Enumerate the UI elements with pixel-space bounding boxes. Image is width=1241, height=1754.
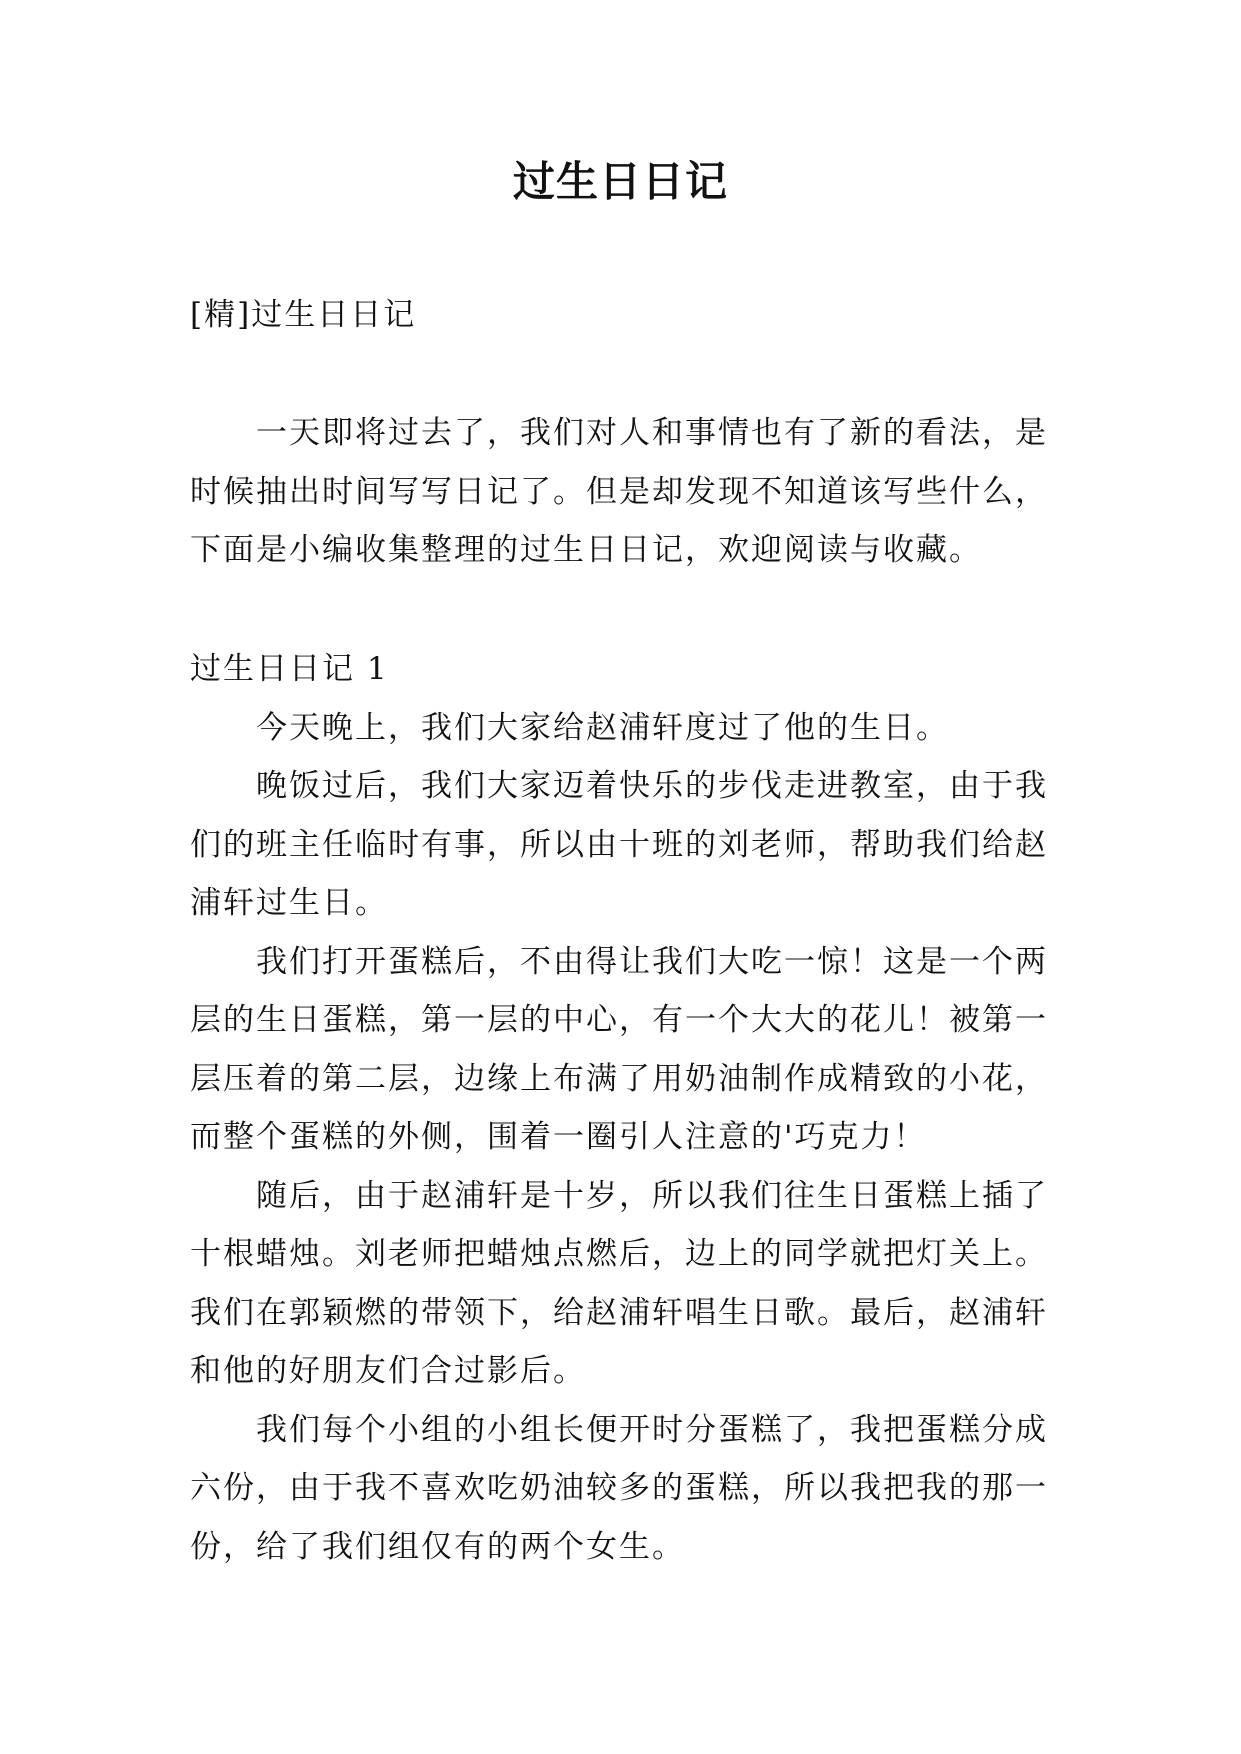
paragraph-5: 我们每个小组的小组长便开时分蛋糕了，我把蛋糕分成六份，由于我不喜欢吃奶油较多的蛋糕，所以我把我的那一份，给了我们组仅有的两个女生。 xyxy=(190,1411,1048,1565)
paragraph-2: 晚饭过后，我们大家迈着快乐的步伐走进教室，由于我们的班主任临时有事，所以由十班的刘老师，帮助我们给赵浦轩过生日。 xyxy=(190,768,1048,921)
section-heading: 过生日日记 1 xyxy=(190,651,389,687)
document-subtitle: [精]过生日日记 xyxy=(190,297,417,333)
intro-paragraph: 一天即将过去了，我们对人和事情也有了新的看法，是时候抽出时间写写日记了。但是却发现不知道该写些什么，下面是小编收集整理的过生日日记，欢迎阅读与收藏。 xyxy=(190,415,1048,568)
intro-block xyxy=(190,404,1070,580)
paragraph-1: 今天晚上，我们大家给赵浦轩度过了他的生日。 xyxy=(256,709,949,746)
paragraph-3: 我们打开蛋糕后，不由得让我们大吃一惊！这是一个两层的生日蛋糕，第一层的中心，有一个大大的花儿！被第一层压着的第二层，边缘上布满了用奶油制作成精致的小花，而整个蛋糕的外侧，围着一圈引人注意的'巧克力！ xyxy=(190,943,1048,1155)
diary-section xyxy=(190,640,1070,1576)
document-title: 过生日日记 xyxy=(512,157,728,206)
paragraph-4: 随后，由于赵浦轩是十岁，所以我们往生日蛋糕上插了十根蜡烛。刘老师把蜡烛点燃后，边上的同学就把灯关上。我们在郭颖燃的带领下，给赵浦轩唱生日歌。最后，赵浦轩和他的好朋友们合过影后。 xyxy=(190,1177,1048,1389)
